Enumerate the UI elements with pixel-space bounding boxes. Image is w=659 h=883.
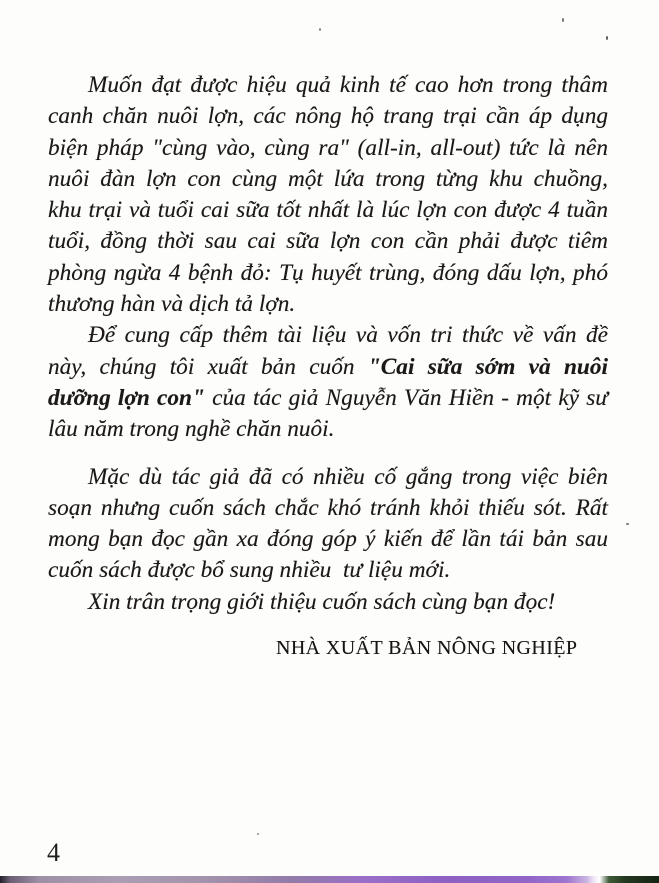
paragraph-closing <box>48 587 608 618</box>
scan-edge-artifact <box>0 876 659 883</box>
text-line: tuổi, đồng thời sau cai sữa lợn con cần phải được tiêm <box>48 228 608 255</box>
text-line: soạn nhưng cuốn sách chắc khó tránh khỏi thiếu sót. Rất <box>48 494 608 521</box>
text-line: khu trại và tuổi cai sữa tốt nhất là lúc lợn con được 4 tuần <box>48 197 608 224</box>
text-line: biện pháp "cùng vào, cùng ra" (all-in, all-out) tức là nên <box>48 134 608 161</box>
text-line: phòng ngừa 4 bệnh đỏ: Tụ huyết trùng, đóng dấu lợn, phó <box>48 259 608 286</box>
text-line: canh chăn nuôi lợn, các nông hộ trang trại cần áp dụng <box>48 103 608 130</box>
dust-speck <box>626 523 629 525</box>
text-line: cuốn sách được bổ sung nhiều tư liệu mới. <box>48 557 451 584</box>
text-line: thương hàn và dịch tả lợn. <box>48 291 296 318</box>
text-run: này, chúng tôi xuất bản cuốn <box>48 353 368 380</box>
book-title-bold: "Cai sữa sớm và nuôi <box>367 353 608 380</box>
text-run: của tác giả Nguyễn Văn Hiền - một kỹ sư <box>204 384 608 411</box>
text-line: lâu năm trong nghề chăn nuôi. <box>48 416 335 443</box>
paragraph-weaning-advice <box>48 70 608 320</box>
text-line: Để cung cấp thêm tài liệu và vốn tri thức về vấn đề <box>88 322 608 349</box>
text-line: Mặc dù tác giả đã có nhiều cố gắng trong việc biên <box>88 463 608 490</box>
publisher-line: NHÀ XUẤT BẢN NÔNG NGHIỆP <box>276 637 578 659</box>
paragraph-author-apology <box>48 462 608 587</box>
paragraph-book-introduction <box>48 320 608 445</box>
dust-speck <box>257 833 259 835</box>
text-line <box>48 383 608 414</box>
dust-speck <box>606 36 608 40</box>
dust-speck <box>562 18 564 22</box>
text-line: nuôi đàn lợn con cùng một lứa trong từng khu chuồng, <box>48 165 608 192</box>
book-title-bold: dưỡng lợn con" <box>48 384 205 411</box>
text-line: Xin trân trọng giới thiệu cuốn sách cùng bạn đọc! <box>88 588 556 615</box>
page-number: 4 <box>47 838 60 867</box>
text-line: Muốn đạt được hiệu quả kinh tế cao hơn trong thâm <box>88 72 608 98</box>
page-text <box>48 70 608 618</box>
text-line: mong bạn đọc gần xa đóng góp ý kiến để lần tái bản sau <box>48 526 608 553</box>
dust-speck <box>319 28 321 31</box>
text-line <box>48 352 608 383</box>
